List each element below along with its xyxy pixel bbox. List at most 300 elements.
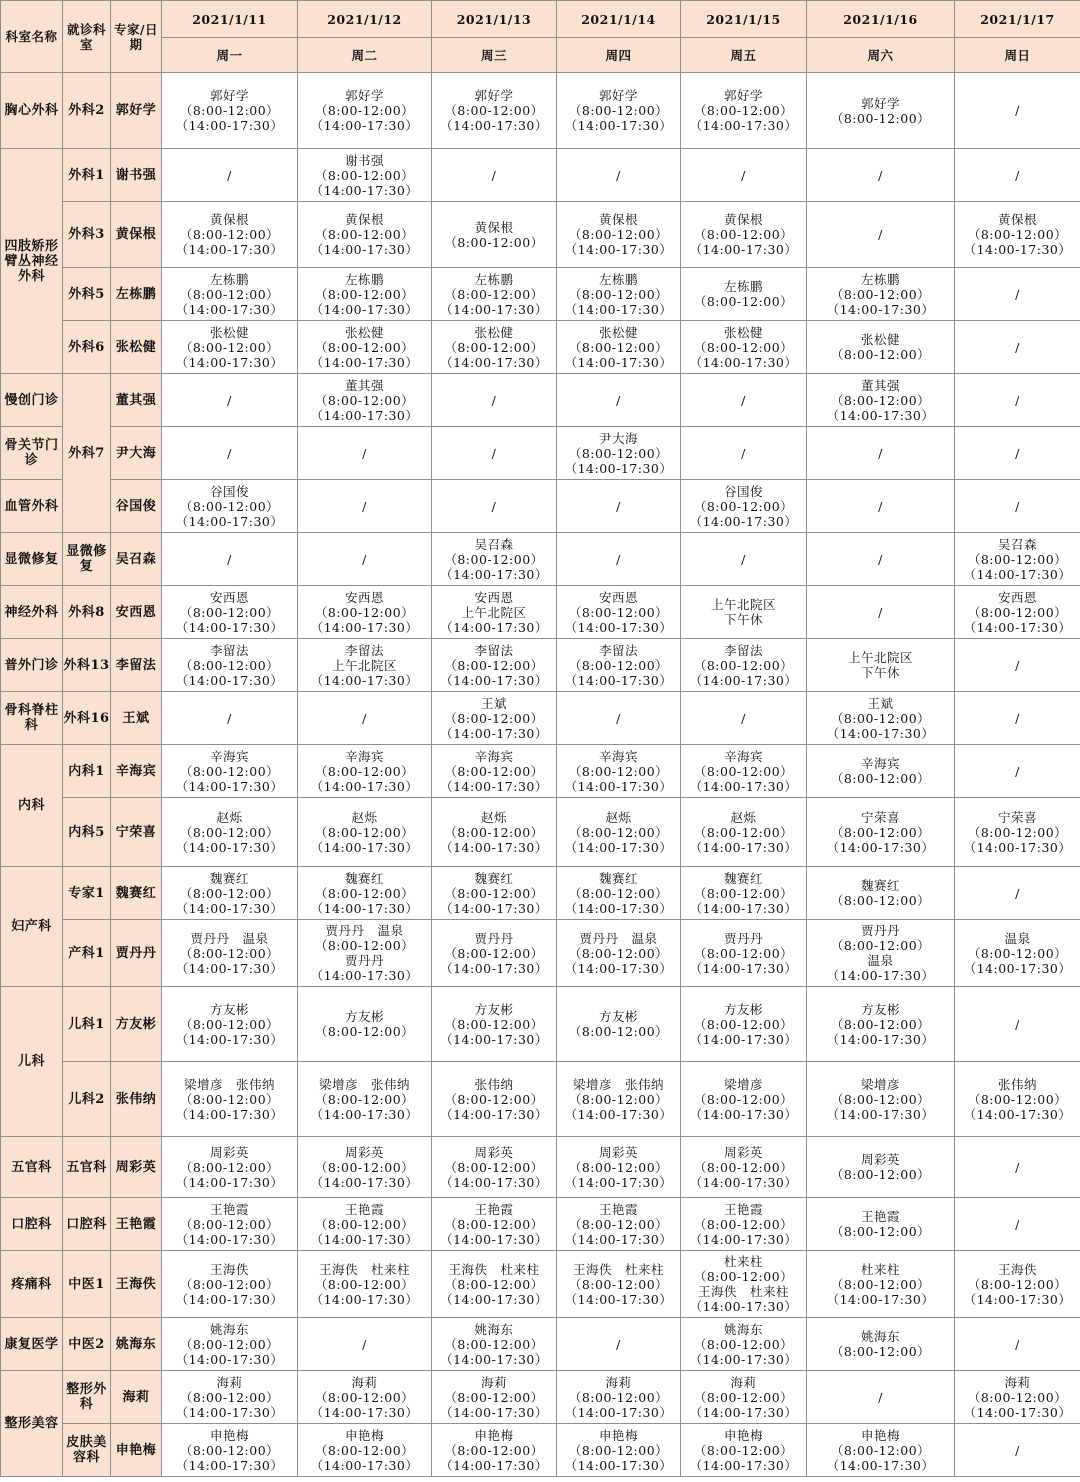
schedule-line: 下午休	[860, 665, 900, 680]
schedule-line: 周彩英	[598, 1144, 638, 1160]
schedule-line: 周彩英	[860, 1152, 900, 1167]
schedule-line: （8:00-12:00）	[179, 1091, 280, 1107]
department-name: 口腔科	[1, 1198, 63, 1251]
schedule-line: （8:00-12:00）	[444, 657, 544, 673]
schedule-cell	[807, 867, 955, 920]
schedule-line: （8:00-12:00）	[179, 103, 280, 118]
table-row	[1, 268, 1080, 321]
table-row	[1, 1424, 1080, 1477]
schedule-line: 姚海东	[860, 1329, 900, 1344]
schedule-cell	[681, 745, 807, 798]
schedule-line: 赵烁	[351, 809, 378, 825]
schedule-line: （8:00-12:00）	[693, 498, 794, 514]
schedule-line: 周彩英	[723, 1144, 763, 1160]
schedule-line: 贾丹丹 温泉	[325, 923, 404, 938]
schedule-line: 赵烁	[605, 809, 632, 825]
department-name: 儿科	[1, 987, 63, 1137]
schedule-cell	[557, 987, 681, 1062]
schedule-line: （14:00-17:30）	[175, 118, 284, 133]
clinic-room: 专家1	[63, 867, 111, 920]
header-date: 2021/1/14	[557, 1, 681, 38]
schedule-cell	[681, 1424, 807, 1477]
schedule-cell	[807, 1318, 955, 1371]
table-row	[1, 374, 1080, 427]
schedule-line: （14:00-17:30）	[310, 1106, 419, 1122]
department-name: 妇产科	[1, 867, 63, 987]
schedule-cell	[807, 745, 955, 798]
schedule-cell	[807, 1062, 955, 1137]
clinic-room: 外科1	[63, 149, 111, 202]
schedule-line: （14:00-17:30）	[310, 407, 419, 423]
expert-name: 谢书强	[111, 149, 162, 202]
schedule-line: （8:00-12:00）	[314, 885, 415, 901]
schedule-line: /	[878, 498, 883, 514]
clinic-room: 整形外科	[63, 1371, 111, 1424]
schedule-line: （14:00-17:30）	[175, 354, 284, 370]
clinic-room: 五官科	[63, 1137, 111, 1198]
schedule-cell	[298, 1371, 432, 1424]
department-name: 普外门诊	[1, 639, 63, 692]
clinic-room: 外科3	[63, 202, 111, 268]
expert-name: 郭好学	[111, 73, 162, 149]
header-weekday: 周一	[162, 38, 298, 73]
schedule-cell	[298, 1424, 432, 1477]
schedule-line: （8:00-12:00）	[693, 1091, 794, 1107]
schedule-line: （14:00-17:30）	[175, 1291, 284, 1307]
schedule-cell	[807, 1424, 955, 1477]
schedule-line: 李留法	[474, 642, 514, 658]
schedule-line: （14:00-17:30）	[175, 839, 284, 855]
schedule-cell	[681, 374, 807, 427]
schedule-line: 安西恩	[344, 589, 384, 605]
schedule-line: （14:00-17:30）	[564, 1106, 673, 1122]
schedule-line: （8:00-12:00）	[179, 1336, 280, 1352]
department-name: 胸心外科	[1, 73, 63, 149]
schedule-cell	[162, 321, 298, 374]
schedule-line: （14:00-17:30）	[310, 968, 419, 983]
schedule-line: 申艳梅	[209, 1427, 249, 1443]
schedule-line: （8:00-12:00）	[179, 286, 280, 302]
expert-name: 姚海东	[111, 1318, 162, 1371]
schedule-cell	[955, 1137, 1080, 1198]
clinic-room: 显微修复	[63, 533, 111, 586]
schedule-line: （14:00-17:30）	[564, 118, 673, 133]
header-weekday: 周日	[955, 38, 1080, 73]
department-name: 整形美容	[1, 1371, 63, 1477]
schedule-line: （14:00-17:30）	[564, 900, 673, 916]
schedule-line: 王艳霞	[344, 1201, 384, 1217]
schedule-cell	[432, 1198, 557, 1251]
schedule-line: 郭好学	[344, 88, 384, 103]
department-name: 四肢矫形臂丛神经外科	[1, 149, 63, 374]
schedule-line: 王海佚 杜来柱	[572, 1261, 664, 1277]
schedule-line: （14:00-17:30）	[440, 354, 548, 370]
expert-name: 周彩英	[111, 1137, 162, 1198]
schedule-line: /	[616, 392, 621, 408]
schedule-cell	[557, 692, 681, 745]
schedule-cell	[807, 268, 955, 321]
schedule-line: （14:00-17:30）	[564, 839, 673, 855]
schedule-line: 上午北院区	[461, 604, 527, 620]
schedule-line: /	[362, 498, 367, 514]
schedule-line: /	[491, 445, 497, 461]
schedule-line: （14:00-17:30）	[440, 778, 548, 794]
schedule-line: （8:00-12:00）	[314, 1276, 415, 1292]
schedule-line: （8:00-12:00）	[693, 657, 794, 673]
schedule-line: 安西恩	[598, 589, 638, 605]
schedule-line: （14:00-17:30）	[689, 1299, 798, 1314]
schedule-line: （14:00-17:30）	[440, 725, 548, 741]
table-row	[1, 692, 1080, 745]
schedule-line: （14:00-17:30）	[564, 1231, 673, 1247]
schedule-line: （14:00-17:30）	[440, 1404, 548, 1420]
schedule-cell	[807, 920, 955, 987]
schedule-line: /	[616, 551, 621, 567]
schedule-line: /	[1015, 392, 1020, 408]
schedule-line: 李留法	[598, 642, 638, 658]
schedule-cell	[432, 692, 557, 745]
schedule-line: 辛海宾	[860, 756, 900, 771]
header-date: 2021/1/12	[298, 1, 432, 38]
schedule-line: （14:00-17:30）	[440, 839, 548, 855]
schedule-line: （8:00-12:00）	[568, 1024, 669, 1039]
schedule-line: （8:00-12:00）	[830, 893, 931, 908]
schedule-line: （14:00-17:30）	[175, 1106, 284, 1122]
schedule-cell	[298, 1251, 432, 1318]
schedule-line: /	[1015, 885, 1020, 901]
schedule-cell	[557, 268, 681, 321]
schedule-cell	[681, 920, 807, 987]
header-weekday: 周三	[432, 38, 557, 73]
schedule-cell	[432, 586, 557, 639]
expert-name: 黄保根	[111, 202, 162, 268]
schedule-line: 辛海宾	[723, 748, 763, 764]
schedule-line: （8:00-12:00）	[314, 1389, 415, 1405]
schedule-line: 宁荣喜	[860, 809, 900, 825]
schedule-cell	[298, 321, 432, 374]
schedule-line: （8:00-12:00）	[568, 657, 669, 673]
schedule-cell	[298, 920, 432, 987]
schedule-line: （14:00-17:30）	[963, 242, 1072, 257]
schedule-line: 辛海宾	[344, 748, 384, 764]
schedule-line: （14:00-17:30）	[564, 1174, 673, 1190]
schedule-cell	[681, 1318, 807, 1371]
schedule-line: 左栋鹏	[598, 271, 638, 287]
schedule-cell	[681, 1371, 807, 1424]
schedule-line: （8:00-12:00）	[179, 1276, 280, 1292]
schedule-cell	[557, 798, 681, 867]
clinic-room: 外科6	[63, 321, 111, 374]
schedule-line: /	[878, 227, 883, 242]
schedule-line: （8:00-12:00）	[444, 885, 544, 901]
schedule-line: 安西恩	[474, 589, 514, 605]
schedule-line: （14:00-17:30）	[564, 672, 673, 688]
schedule-line: /	[878, 551, 883, 567]
schedule-cell	[557, 73, 681, 149]
schedule-line: （14:00-17:30）	[689, 778, 798, 794]
schedule-line: /	[1015, 103, 1020, 118]
schedule-line: /	[878, 445, 883, 461]
schedule-line: 吴召森	[474, 536, 514, 552]
schedule-cell	[298, 268, 432, 321]
schedule-line: （8:00-12:00）	[693, 1016, 794, 1032]
schedule-line: （14:00-17:30）	[689, 118, 798, 133]
schedule-line: （8:00-12:00）	[314, 167, 415, 183]
schedule-line: 申艳梅	[860, 1427, 900, 1443]
header-expert: 专家/日期	[111, 1, 162, 73]
schedule-line: 梁增彦	[860, 1076, 900, 1092]
schedule-cell	[955, 480, 1080, 533]
schedule-line: 郭好学	[598, 88, 638, 103]
schedule-line: （14:00-17:30）	[963, 960, 1072, 976]
schedule-line: （14:00-17:30）	[963, 839, 1072, 855]
schedule-cell	[432, 1137, 557, 1198]
schedule-line: （8:00-12:00）	[693, 1442, 794, 1458]
schedule-cell	[955, 1424, 1080, 1477]
schedule-line: （14:00-17:30）	[310, 1404, 419, 1420]
schedule-cell	[955, 268, 1080, 321]
schedule-line: （14:00-17:30）	[175, 1231, 284, 1247]
schedule-line: （8:00-12:00）	[179, 763, 280, 779]
schedule-line: （14:00-17:30）	[310, 1174, 419, 1190]
schedule-cell	[432, 1371, 557, 1424]
schedule-line: （14:00-17:30）	[564, 242, 673, 257]
schedule-line: 周彩英	[474, 1144, 514, 1160]
schedule-line: /	[1015, 1159, 1020, 1175]
schedule-line: /	[741, 710, 746, 726]
schedule-line: /	[491, 498, 497, 514]
schedule-line: 李留法	[723, 642, 763, 658]
schedule-line: （8:00-12:00）	[179, 945, 280, 961]
schedule-line: 梁增彦 张伟纳	[183, 1076, 275, 1092]
schedule-line: /	[1015, 445, 1020, 461]
schedule-cell	[298, 1062, 432, 1137]
schedule-line: （14:00-17:30）	[689, 513, 798, 529]
department-name: 血管外科	[1, 480, 63, 533]
schedule-line: 王艳霞	[860, 1209, 900, 1224]
schedule-cell	[557, 639, 681, 692]
schedule-line: （8:00-12:00）	[444, 1091, 544, 1107]
schedule-cell	[955, 1371, 1080, 1424]
schedule-line: （8:00-12:00）	[314, 339, 415, 355]
schedule-line: （8:00-12:00）	[967, 551, 1068, 567]
department-name: 骨关节门诊	[1, 427, 63, 480]
schedule-line: （8:00-12:00）	[314, 103, 415, 118]
schedule-line: /	[1015, 1016, 1020, 1032]
schedule-cell	[807, 1198, 955, 1251]
schedule-line: 黄保根	[598, 212, 638, 227]
schedule-line: /	[1015, 657, 1020, 673]
schedule-line: （8:00-12:00）	[568, 885, 669, 901]
expert-name: 辛海宾	[111, 745, 162, 798]
schedule-line: （14:00-17:30）	[440, 619, 548, 635]
schedule-cell	[432, 268, 557, 321]
schedule-cell	[807, 1137, 955, 1198]
table-row	[1, 149, 1080, 202]
schedule-line: （14:00-17:30）	[564, 1291, 673, 1307]
expert-name: 安西恩	[111, 586, 162, 639]
schedule-line: 上午北院区	[847, 650, 913, 665]
schedule-cell	[432, 867, 557, 920]
schedule-line: （8:00-12:00）	[967, 1276, 1068, 1292]
schedule-cell	[681, 149, 807, 202]
schedule-line: （8:00-12:00）	[314, 763, 415, 779]
schedule-cell	[807, 480, 955, 533]
schedule-line: （14:00-17:30）	[175, 1404, 284, 1420]
expert-name: 王斌	[111, 692, 162, 745]
schedule-line: （8:00-12:00）	[179, 824, 280, 840]
schedule-cell	[955, 1318, 1080, 1371]
schedule-line: 左栋鹏	[344, 271, 384, 287]
table-row	[1, 920, 1080, 987]
schedule-cell	[557, 202, 681, 268]
schedule-cell	[298, 427, 432, 480]
schedule-cell	[298, 1198, 432, 1251]
department-name: 康复医学	[1, 1318, 63, 1371]
schedule-line: （14:00-17:30）	[689, 1404, 798, 1420]
schedule-line: （14:00-17:30）	[826, 1291, 935, 1307]
table-row	[1, 73, 1080, 149]
schedule-line: （14:00-17:30）	[564, 354, 673, 370]
schedule-line: 黄保根	[997, 212, 1037, 227]
schedule-line: /	[227, 445, 232, 461]
schedule-cell	[807, 987, 955, 1062]
schedule-line: （14:00-17:30）	[175, 1031, 284, 1047]
schedule-line: 海莉	[1004, 1374, 1031, 1390]
schedule-line: 温泉	[1004, 930, 1031, 946]
clinic-room: 中医2	[63, 1318, 111, 1371]
schedule-cell	[557, 1137, 681, 1198]
schedule-cell	[955, 745, 1080, 798]
schedule-line: （14:00-17:30）	[310, 839, 419, 855]
schedule-line: （14:00-17:30）	[310, 778, 419, 794]
schedule-cell	[162, 202, 298, 268]
schedule-line: （8:00-12:00）	[693, 1159, 794, 1175]
schedule-line: （14:00-17:30）	[440, 960, 548, 976]
header-date: 2021/1/15	[681, 1, 807, 38]
schedule-line: （8:00-12:00）	[830, 1442, 931, 1458]
schedule-line: （8:00-12:00）	[830, 1224, 931, 1239]
schedule-line: /	[878, 1389, 883, 1405]
schedule-line: （8:00-12:00）	[314, 604, 415, 620]
schedule-line: /	[227, 167, 232, 183]
schedule-line: 王艳霞	[723, 1201, 763, 1217]
schedule-line: （14:00-17:30）	[175, 301, 284, 317]
schedule-line: （8:00-12:00）	[693, 227, 794, 242]
schedule-line: （8:00-12:00）	[444, 945, 544, 961]
expert-name: 王海佚	[111, 1251, 162, 1318]
schedule-cell	[807, 1251, 955, 1318]
schedule-line: （14:00-17:30）	[175, 1457, 284, 1473]
schedule-line: 王海佚 杜来柱	[318, 1261, 410, 1277]
header-room: 就诊科室	[63, 1, 111, 73]
schedule-cell	[432, 1318, 557, 1371]
schedule-cell	[298, 586, 432, 639]
schedule-cell	[681, 987, 807, 1062]
schedule-line: （14:00-17:30）	[564, 619, 673, 635]
schedule-line: （8:00-12:00）	[693, 1269, 794, 1284]
schedule-cell	[681, 268, 807, 321]
schedule-line: （14:00-17:30）	[689, 1351, 798, 1367]
schedule-cell	[162, 533, 298, 586]
schedule-line: /	[741, 551, 746, 567]
schedule-line: （14:00-17:30）	[440, 1291, 548, 1307]
schedule-line: （8:00-12:00）	[444, 824, 544, 840]
schedule-line: 姚海东	[209, 1321, 249, 1337]
schedule-line: （8:00-12:00）	[179, 604, 280, 620]
clinic-room: 外科2	[63, 73, 111, 149]
schedule-line: （14:00-17:30）	[310, 619, 419, 635]
schedule-line: /	[878, 167, 883, 183]
schedule-line: （8:00-12:00）	[693, 824, 794, 840]
schedule-line: 申艳梅	[723, 1427, 763, 1443]
table-row	[1, 745, 1080, 798]
schedule-line: （8:00-12:00）	[830, 771, 931, 786]
schedule-line: （8:00-12:00）	[967, 604, 1068, 620]
schedule-line: 方友彬	[723, 1001, 763, 1017]
table-row	[1, 798, 1080, 867]
schedule-line: （14:00-17:30）	[689, 960, 798, 976]
schedule-line: （8:00-12:00）	[179, 1159, 280, 1175]
schedule-line: （8:00-12:00）	[179, 1016, 280, 1032]
schedule-cell	[298, 202, 432, 268]
schedule-line: /	[1015, 1216, 1020, 1232]
schedule-cell	[955, 1198, 1080, 1251]
table-row	[1, 1198, 1080, 1251]
schedule-line: （8:00-12:00）	[568, 945, 669, 961]
clinic-room: 内科5	[63, 798, 111, 867]
schedule-line: /	[1015, 167, 1020, 183]
schedule-line: 贾丹丹	[723, 930, 763, 946]
schedule-line: （8:00-12:00）	[179, 657, 280, 673]
header-date: 2021/1/17	[955, 1, 1080, 38]
department-name: 慢创门诊	[1, 374, 63, 427]
schedule-line: 方友彬	[344, 1009, 384, 1024]
schedule-line: （14:00-17:30）	[564, 301, 673, 317]
schedule-body	[1, 73, 1080, 1477]
clinic-room: 外科16	[63, 692, 111, 745]
schedule-line: /	[227, 392, 232, 408]
schedule-line: /	[1015, 1336, 1020, 1352]
schedule-line: /	[362, 710, 367, 726]
schedule-line: （8:00-12:00）	[967, 824, 1068, 840]
schedule-line: （8:00-12:00）	[444, 339, 544, 355]
schedule-line: 海莉	[216, 1374, 243, 1390]
schedule-line: 王海佚 杜来柱	[697, 1284, 789, 1299]
schedule-cell	[432, 480, 557, 533]
schedule-line: （8:00-12:00）	[693, 885, 794, 901]
schedule-line: （14:00-17:30）	[689, 839, 798, 855]
schedule-cell	[557, 867, 681, 920]
schedule-cell	[162, 427, 298, 480]
schedule-cell	[681, 692, 807, 745]
schedule-line: （14:00-17:30）	[175, 242, 284, 257]
table-row	[1, 1062, 1080, 1137]
schedule-line: 左栋鹏	[723, 279, 763, 294]
schedule-line: （8:00-12:00）	[568, 103, 669, 118]
schedule-cell	[557, 1198, 681, 1251]
schedule-line: （14:00-17:30）	[440, 1231, 548, 1247]
header-date: 2021/1/11	[162, 1, 298, 38]
schedule-cell	[432, 987, 557, 1062]
schedule-cell	[955, 798, 1080, 867]
expert-name: 宁荣喜	[111, 798, 162, 867]
header-weekday: 周二	[298, 38, 432, 73]
schedule-cell	[955, 533, 1080, 586]
expert-name: 魏赛红	[111, 867, 162, 920]
schedule-line: /	[1015, 286, 1020, 302]
schedule-line: （8:00-12:00）	[830, 286, 931, 302]
